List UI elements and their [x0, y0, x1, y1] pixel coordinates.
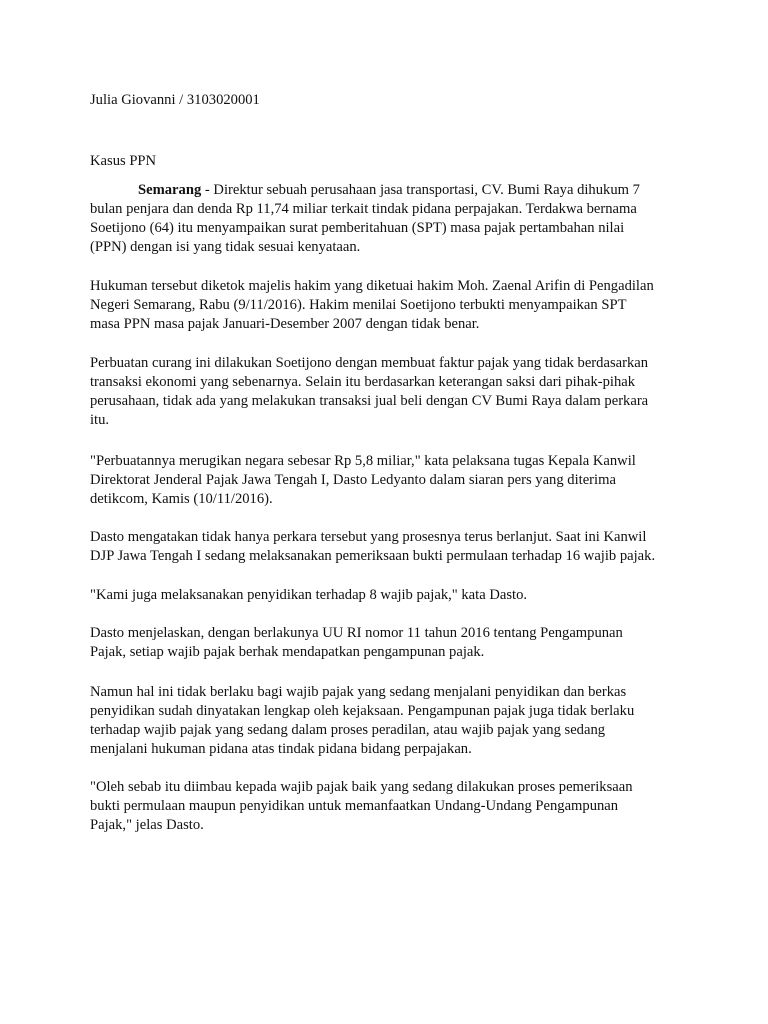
paragraph-3: [90, 354, 648, 430]
paragraph-8: [90, 683, 634, 759]
paragraph-line: bukti permulaan maupun penyidikan untuk memanfaatkan Undang-Undang Pengampunan: [90, 798, 619, 814]
paragraph-line: terhadap wajib pajak yang sedang dalam proses peradilan, atau wajib pajak yang sedang: [90, 722, 606, 738]
paragraph-line: Direktorat Jenderal Pajak Jawa Tengah I, Dasto Ledyanto dalam siaran pers yang diterima: [90, 472, 616, 488]
paragraph-line: menjalani hukuman pidana atas tindak pidana bidang perpajakan.: [90, 741, 472, 757]
paragraph-line: itu.: [90, 412, 110, 428]
paragraph-line: Negeri Semarang, Rabu (9/11/2016). Hakim menilai Soetijono terbukti menyampaikan SPT: [90, 297, 627, 313]
paragraph-line: penyidikan sudah dinyatakan lengkap oleh kejaksaan. Pengampunan pajak juga tidak berlaku: [90, 703, 635, 719]
paragraph-2: [90, 277, 654, 334]
author-line: [90, 91, 260, 110]
paragraph-1: [90, 181, 640, 257]
paragraph-1-first-line: [90, 181, 640, 200]
paragraph-line: Namun hal ini tidak berlaku bagi wajib pajak yang sedang menjalani penyidikan dan berkas: [90, 684, 627, 700]
paragraph-1-lead-text: - Direktur sebuah perusahaan jasa transportasi, CV. Bumi Raya dihukum 7: [201, 182, 640, 198]
author-text: Julia Giovanni / 3103020001: [90, 92, 260, 108]
paragraph-line: Pajak, setiap wajib pajak berhak mendapatkan pengampunan pajak.: [90, 644, 485, 660]
paragraph-line: "Kami juga melaksanakan penyidikan terhadap 8 wajib pajak," kata Dasto.: [90, 587, 528, 603]
dateline-location: Semarang: [138, 182, 202, 198]
paragraph-5: [90, 528, 655, 566]
paragraph-9: [90, 778, 633, 835]
paragraph-line: (PPN) dengan isi yang tidak sesuai kenyataan.: [90, 239, 361, 255]
paragraph-line: bulan penjara dan denda Rp 11,74 miliar terkait tindak pidana perpajakan. Terdakwa bernama: [90, 201, 637, 217]
paragraph-line: "Oleh sebab itu diimbau kepada wajib pajak baik yang sedang dilakukan proses pemeriksaan: [90, 779, 633, 795]
paragraph-line: Pajak," jelas Dasto.: [90, 817, 204, 833]
title-text: Kasus PPN: [90, 153, 157, 169]
paragraph-4: [90, 452, 636, 509]
paragraph-line: Perbuatan curang ini dilakukan Soetijono dengan membuat faktur pajak yang tidak berdasarkan: [90, 355, 649, 371]
paragraph-line: perusahaan, tidak ada yang melakukan transaksi jual beli dengan CV Bumi Raya dalam perkara: [90, 393, 649, 409]
paragraph-7: [90, 624, 623, 662]
document-title: [90, 152, 156, 171]
paragraph-line: transaksi ekonomi yang sebenarnya. Selain itu berdasarkan keterangan saksi dari pihak-pihak: [90, 374, 636, 390]
paragraph-line: Dasto menjelaskan, dengan berlakunya UU RI nomor 11 tahun 2016 tentang Pengampunan: [90, 625, 623, 641]
paragraph-line: Hukuman tersebut diketok majelis hakim yang diketuai hakim Moh. Zaenal Arifin di Pengadilan: [90, 278, 654, 294]
paragraph-line: "Perbuatannya merugikan negara sebesar Rp 5,8 miliar," kata pelaksana tugas Kepala Kanwil: [90, 453, 636, 469]
paragraph-line: masa PPN masa pajak Januari-Desember 2007 dengan tidak benar.: [90, 316, 480, 332]
paragraph-6: [90, 586, 527, 605]
paragraph-line: DJP Jawa Tengah I sedang melaksanakan pemeriksaan bukti permulaan terhadap 16 wajib pajak.: [90, 548, 656, 564]
paragraph-line: detikcom, Kamis (10/11/2016).: [90, 491, 273, 507]
paragraph-line: Dasto mengatakan tidak hanya perkara tersebut yang prosesnya terus berlanjut. Saat ini Kanwil: [90, 529, 647, 545]
paragraph-line: Soetijono (64) itu menyampaikan surat pemberitahuan (SPT) masa pajak pertambahan nilai: [90, 220, 625, 236]
